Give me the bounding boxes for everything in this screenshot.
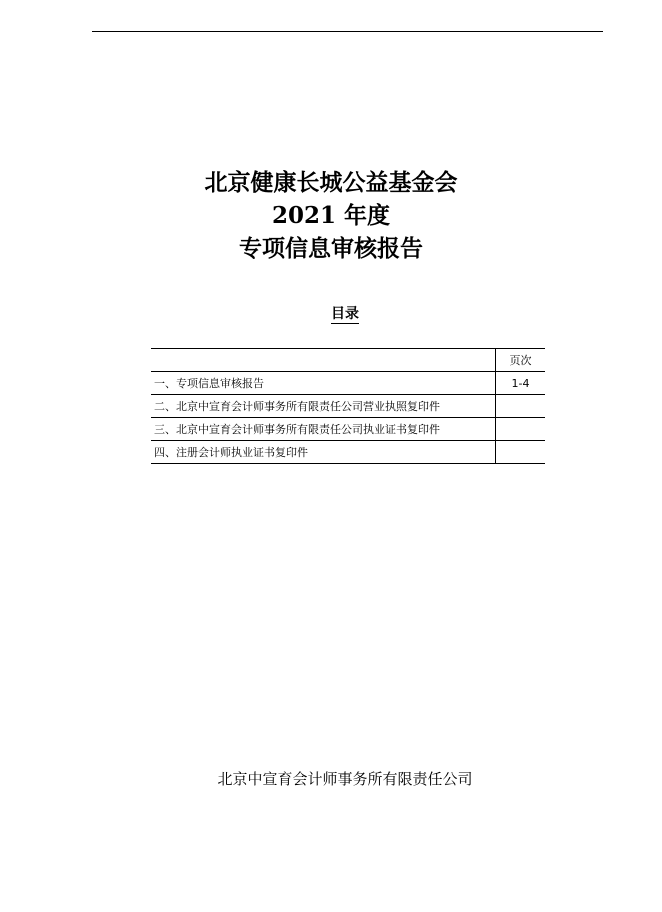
toc-page-header: 页次 (496, 349, 546, 372)
toc-row-label: 一、专项信息审核报告 (151, 372, 496, 395)
title-organization: 北京健康长城公益基金会 (204, 169, 458, 196)
toc-row-label: 三、北京中宣育会计师事务所有限责任公司执业证书复印件 (151, 418, 496, 441)
toc-row-page (496, 395, 546, 418)
toc-header-blank (151, 349, 496, 372)
title-year: 2021 年度 (271, 202, 391, 229)
issuing-firm: 北京中宣育会计师事务所有限责任公司 (217, 770, 473, 788)
toc-row-label: 四、注册会计师执业证书复印件 (151, 441, 496, 464)
toc-row (151, 395, 545, 418)
header-rule (92, 31, 603, 32)
toc-heading (0, 303, 662, 323)
toc-row (151, 418, 545, 441)
toc-header-row (151, 349, 545, 372)
toc-row (151, 372, 545, 395)
title-report-name: 专项信息审核报告 (239, 235, 423, 262)
toc-row (151, 441, 545, 464)
toc-row-page (496, 418, 546, 441)
toc-heading-text: 目录 (331, 306, 359, 322)
table-of-contents (151, 348, 545, 464)
toc-row-page: 1-4 (496, 372, 546, 395)
report-title (0, 166, 662, 265)
toc-row-label: 二、北京中宣育会计师事务所有限责任公司营业执照复印件 (151, 395, 496, 418)
toc-row-page (496, 441, 546, 464)
